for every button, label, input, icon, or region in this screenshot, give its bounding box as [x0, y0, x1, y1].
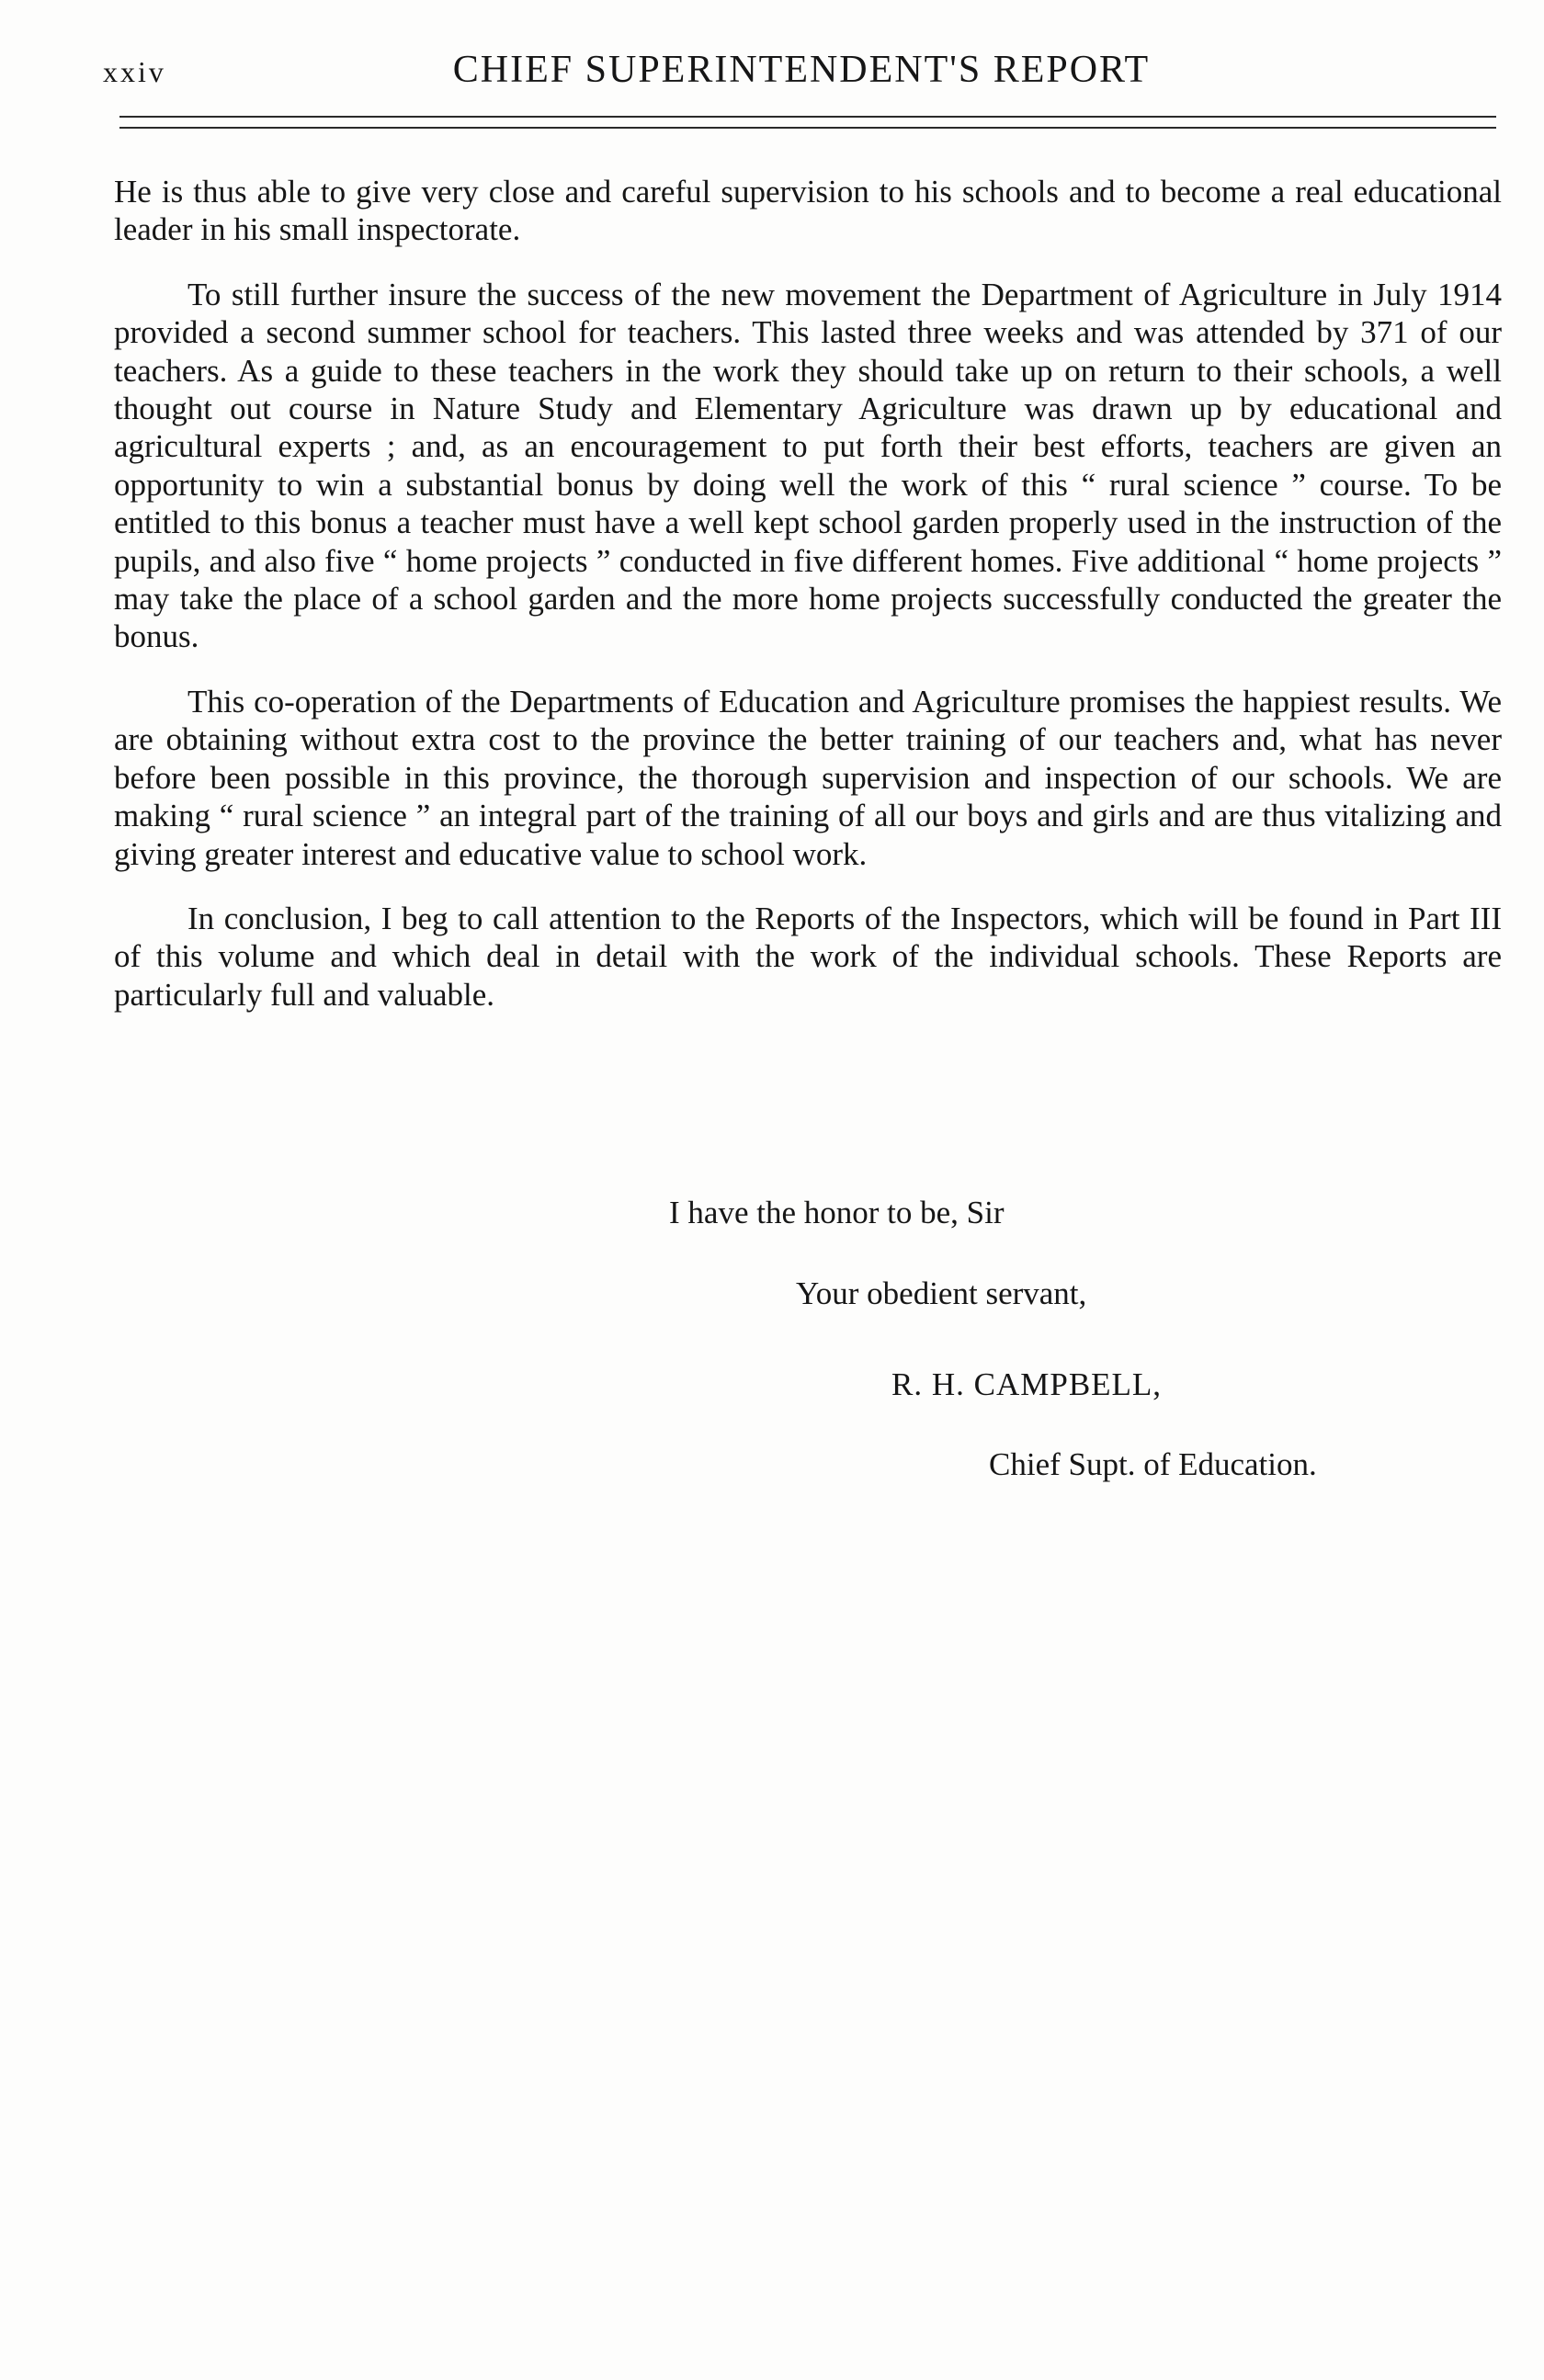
closing-salutation: I have the honor to be, Sir	[669, 1195, 1005, 1230]
paragraph-conclusion: In conclusion, I beg to call attention to the Reports of the Inspectors, which will be found in Part III of this volume and which deal in detail with the work of the individual schools. These Reports are particularly full and valuable.	[114, 900, 1502, 1013]
signature-position: Chief Supt. of Education.	[989, 1446, 1317, 1482]
running-title: CHIEF SUPERINTENDENT'S REPORT	[452, 49, 1151, 91]
closing-valediction: Your obedient servant,	[796, 1275, 1087, 1311]
page-number: xxiv	[103, 55, 166, 88]
header-rule-bottom	[119, 127, 1496, 129]
running-head	[103, 48, 1500, 103]
signature-name: R. H. CAMPBELL,	[891, 1366, 1163, 1402]
body-text	[114, 173, 1502, 1040]
paragraph-summer-school: To still further insure the success of the new movement the Department of Agriculture in July 1914 provided a second summer school for teachers. This lasted three weeks and was attended by 371 of our teachers. As a guide to these teachers in the work they should take up on return to their schools, a well thought out course in Nature Study and Elementary Agriculture was drawn up by educational and agricultural experts ; and, as an encouragement to put forth their best efforts, teachers are given an opportunity to win a substantial bonus by doing well the work of this “ rural science ” course. To be entitled to this bonus a teacher must have a well kept school garden properly used in the instruction of the pupils, and also five “ home projects ” conducted in five different homes. Five additional “ home projects ” may take the place of a school garden and the more home projects successfully conducted the greater the bonus.	[114, 276, 1502, 655]
header-rule-top	[119, 116, 1496, 118]
paragraph-continued: He is thus able to give very close and careful supervision to his schools and to become a real educational leader in his small inspectorate.	[114, 174, 1502, 248]
paragraph-co-operation: This co-operation of the Departments of Education and Agriculture promises the happiest results. We are obtaining without extra cost to the province the better training of our teachers and, what has never before been possible in this province, the thorough supervision and inspection of our schools. We are making “ rural science ” an integral part of the training of all our boys and girls and are thus vitalizing and giving greater interest and educative value to school work.	[114, 683, 1502, 872]
